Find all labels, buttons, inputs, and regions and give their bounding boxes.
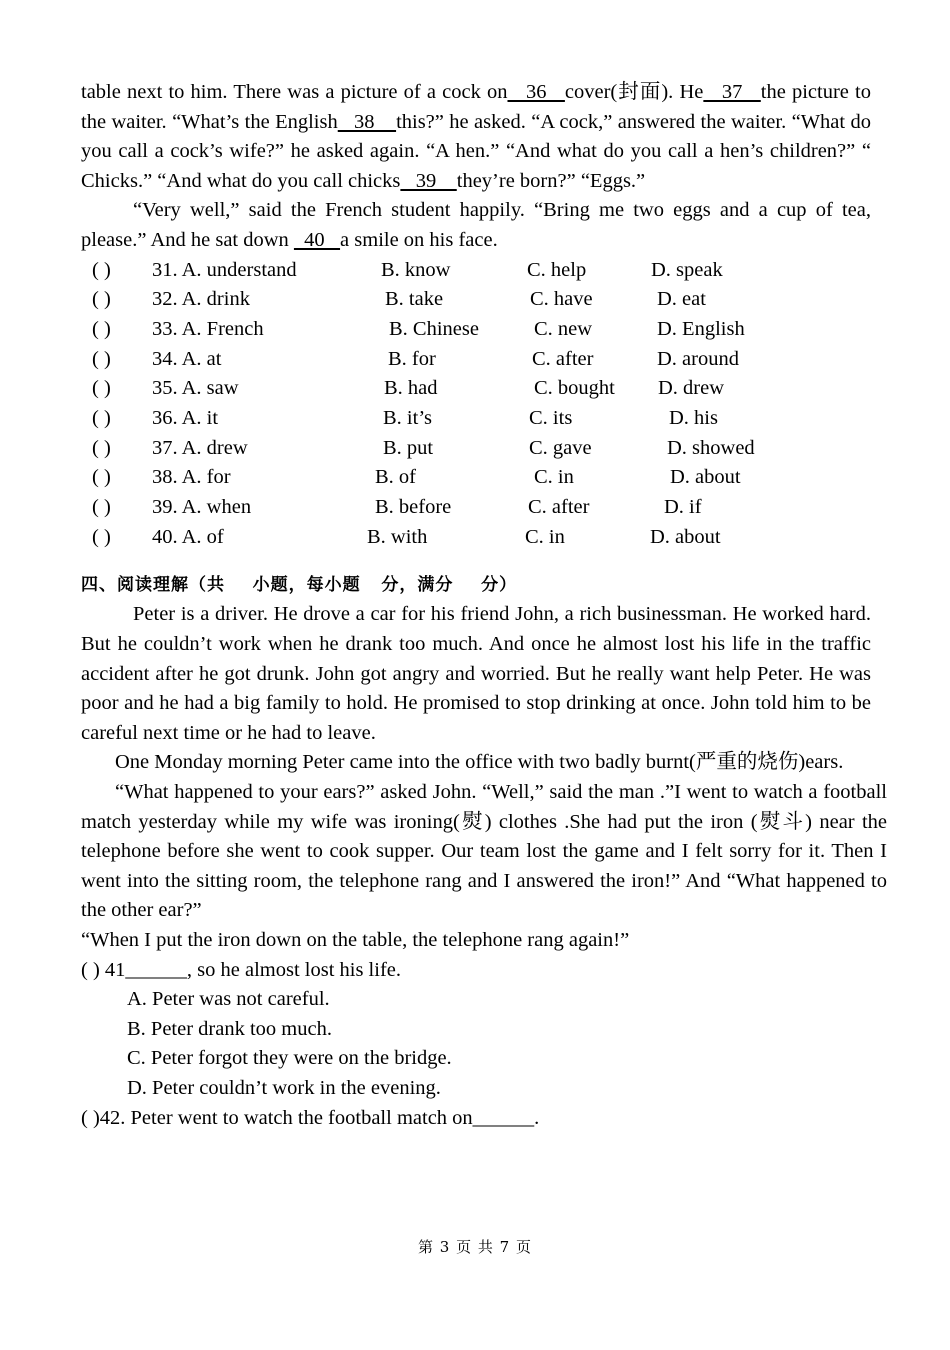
option-d: D. showed [667, 436, 755, 459]
option-c: C. after [532, 347, 594, 370]
option-b: B. for [388, 347, 436, 370]
blank-39: 39 [400, 169, 457, 192]
option-d: D. his [669, 407, 718, 429]
question-42: ( )42. Peter went to watch the football match on______. [81, 1106, 540, 1129]
answer-paren: ( ) [92, 317, 111, 340]
blank-40: 40 [293, 228, 341, 251]
option-a: 36. A. it [152, 407, 219, 429]
option-a: 37. A. drew [152, 436, 248, 459]
option-row [81, 463, 871, 493]
answer-paren: ( ) [92, 466, 111, 489]
option-b: B. had [384, 377, 438, 400]
option-row [81, 285, 871, 315]
section-heading-reading: 四、阅读理解（共 小题，每小题 分，满分 分） [81, 575, 518, 596]
option-row [81, 523, 871, 553]
option-b: B. it’s [383, 407, 432, 429]
blank-37: 37 [703, 81, 761, 103]
reading-paragraph-3: “What happened to your ears?” asked John. “Well,” said the man .”I went to watch a football match yesterday while my wife was ironing(熨) clothes .She had put the iron (熨斗) near the telephone before she went to cook supper. Our team lost the game and I felt sorry for it. Then I went into the sitting room, the telephone rang and I answered the iron!” And “What happened to the other ear?” [81, 781, 887, 922]
option-d: D. drew [658, 377, 725, 400]
option-a: 31. A. understand [152, 258, 297, 281]
reading-paragraph-4: “When I put the iron down on the table, the telephone rang again!” [81, 928, 630, 951]
option-c: C. bought [534, 377, 615, 400]
choice-41-a: A. Peter was not careful. [127, 988, 330, 1011]
question-41: ( ) 41______, so he almost lost his life. [81, 958, 402, 981]
option-c: C. in [534, 466, 574, 489]
option-d: D. about [650, 525, 721, 548]
answer-paren: ( ) [92, 436, 111, 459]
option-c: C. its [529, 407, 573, 429]
page-footer: 第 3 页 共 7 页 [418, 1238, 532, 1256]
answer-paren: ( ) [92, 258, 111, 281]
option-b: B. with [367, 525, 428, 548]
option-row [81, 493, 871, 523]
option-a: 40. A. of [152, 525, 224, 548]
answer-paren: ( ) [92, 377, 111, 400]
option-b: B. put [383, 436, 434, 459]
option-c: C. new [534, 317, 593, 340]
answer-paren: ( ) [92, 288, 111, 311]
option-a: 33. A. French [152, 317, 264, 340]
option-row [81, 256, 871, 286]
option-d: D. about [670, 466, 741, 489]
cloze-paragraph-1: table next to him. There was a picture of a cock on 36 cover(封面). He 37 the picture to the waiter. “What’s the English 38 this?” he asked. “A cock,” answered the waiter. “What do you call a cock’s wife?” he asked again. “A hen.” “And what do you call a hen’s children?” “ Chicks.” “And what do you call chicks 39 they’re born?” “Eggs.” [81, 81, 872, 192]
option-d: D. around [657, 347, 739, 370]
option-b: B. Chinese [389, 317, 479, 340]
option-d: D. speak [651, 258, 723, 281]
option-b: B. take [385, 288, 444, 311]
answer-paren: ( ) [92, 347, 111, 370]
choice-41-b: B. Peter drank too much. [127, 1017, 332, 1040]
choice-41-c: C. Peter forgot they were on the bridge. [127, 1047, 452, 1070]
option-c: C. help [527, 258, 587, 281]
option-a: 34. A. at [152, 347, 222, 370]
option-row [81, 345, 871, 375]
option-row [81, 374, 871, 404]
answer-paren: ( ) [92, 496, 111, 519]
option-row [81, 404, 871, 434]
option-b: B. of [375, 466, 416, 489]
option-d: D. if [664, 496, 702, 519]
option-c: C. after [528, 496, 590, 519]
option-a: 32. A. drink [152, 288, 250, 311]
option-d: D. eat [657, 288, 706, 311]
option-c: C. in [525, 525, 565, 548]
choice-41-d: D. Peter couldn’t work in the evening. [127, 1076, 441, 1099]
option-a: 38. A. for [152, 466, 231, 489]
cloze-options [81, 256, 871, 553]
option-b: B. know [381, 258, 451, 281]
reading-paragraph-2: One Monday morning Peter came into the office with two badly burnt(严重的烧伤)ears. [115, 751, 844, 774]
option-row [81, 315, 871, 345]
exam-page [81, 78, 887, 1133]
option-row [81, 434, 871, 464]
reading-paragraph-1: Peter is a driver. He drove a car for his friend John, a rich businessman. He worked hard. But he couldn’t work when he drank too much. And once he almost lost his life in the traffic accident after he got drunk. John got angry and worried. But he really want help Peter. He was poor and he had a big family to hold. He promised to stop drinking at once. John told him to be careful next time or he had to leave. [81, 603, 871, 744]
option-b: B. before [375, 496, 452, 519]
answer-paren: ( ) [92, 525, 111, 548]
blank-38: 38 [337, 110, 397, 133]
option-a: 39. A. when [152, 496, 252, 519]
answer-paren: ( ) [92, 407, 111, 429]
option-d: D. English [657, 317, 745, 340]
cloze-paragraph-2: “Very well,” said the French student happily. “Bring me two eggs and a cup of tea, please.” And he sat down 40 a smile on his face. [81, 199, 871, 251]
option-c: C. have [530, 288, 593, 311]
blank-36: 36 [507, 81, 565, 103]
option-c: C. gave [529, 436, 592, 459]
option-a: 35. A. saw [152, 377, 239, 400]
